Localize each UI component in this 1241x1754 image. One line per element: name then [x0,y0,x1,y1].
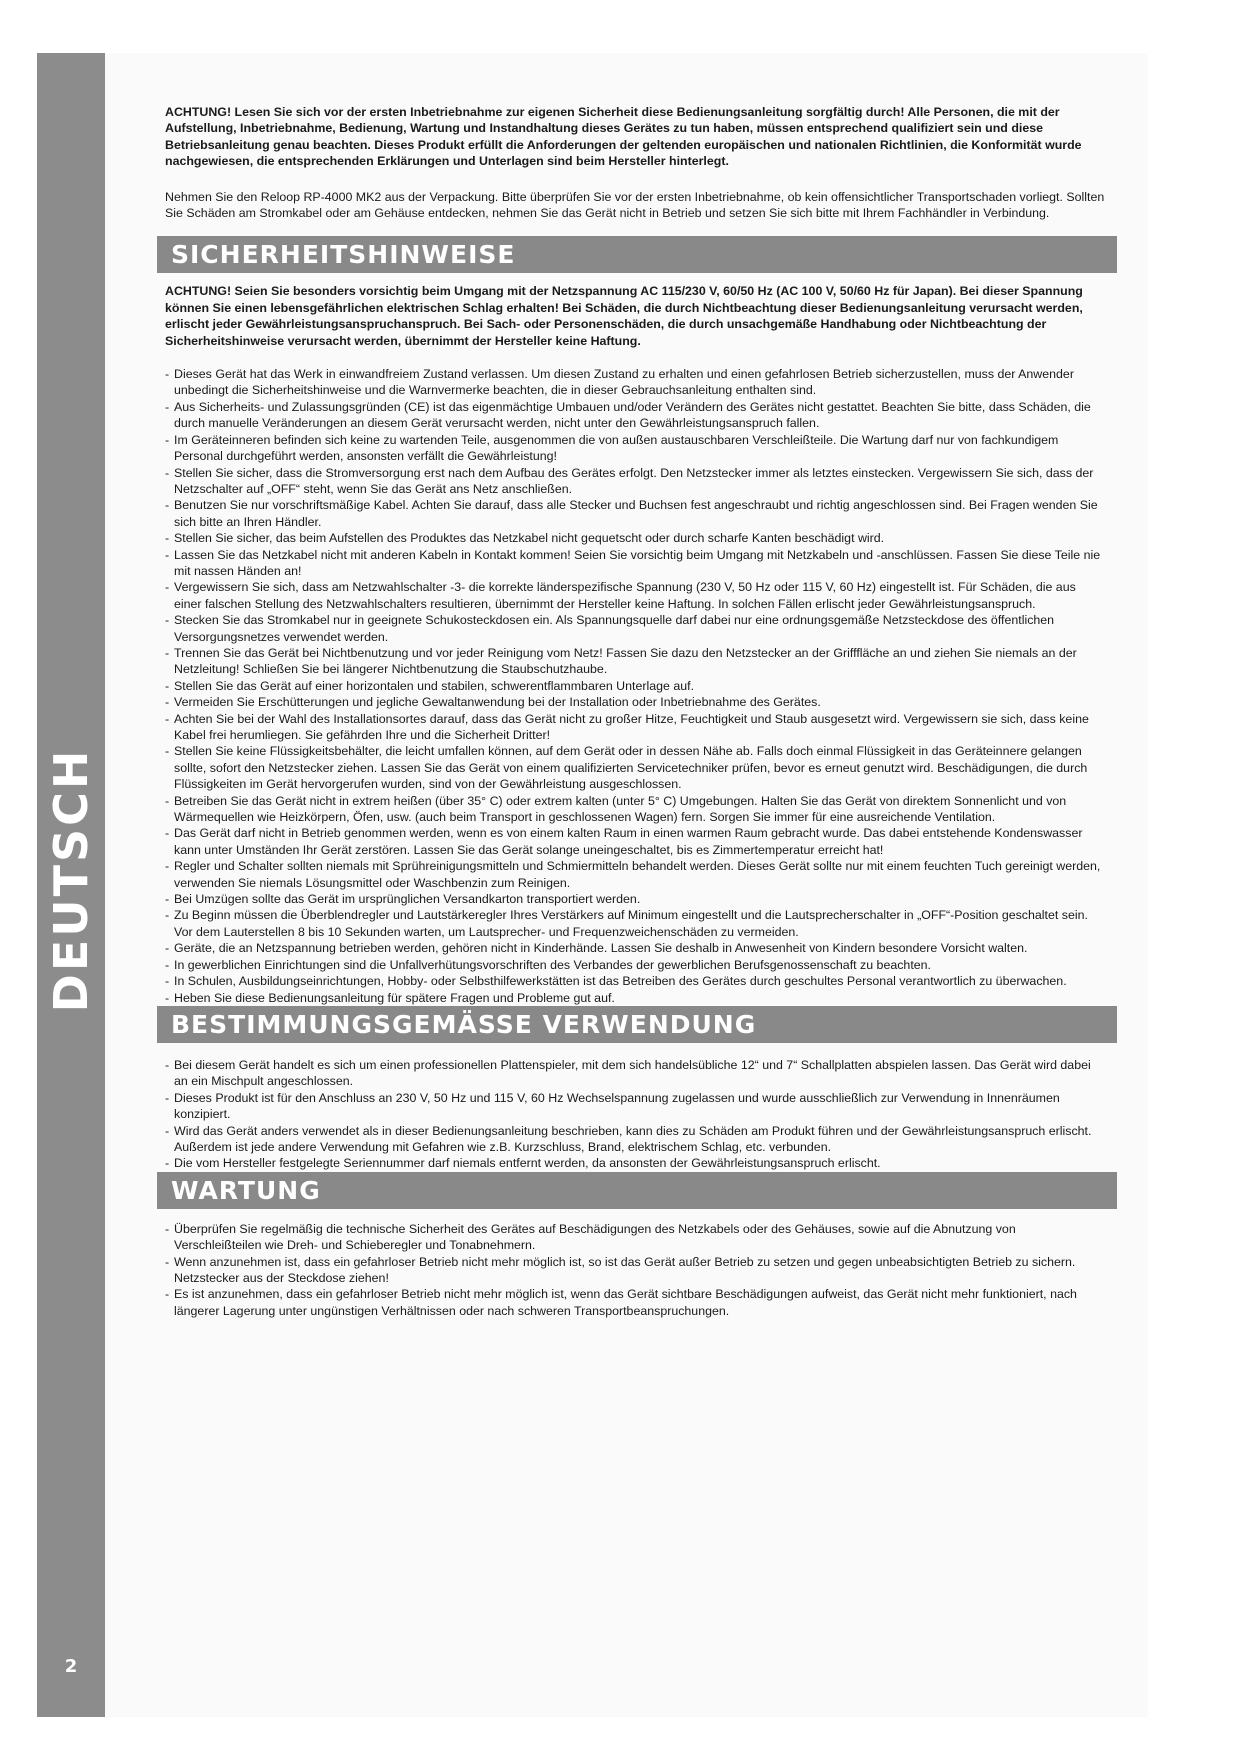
safety-list [165,366,1105,1006]
maintenance-heading: WARTUNG [157,1172,1117,1209]
language-label: DEUTSCH [44,747,98,1013]
list-item: - Das Gerät darf nicht in Betrieb genommen werden, wenn es von einem kalten Raum in einen warmen Raum gebracht wurde. Das dabei entstehende Kondenswasser kann unter Umständen Ihr Gerät zerstören. Lassen Sie das Gerät solange uneingeschaltet, bis es Zimmertemperatur erreicht hat! [165,825,1105,858]
list-item: - Im Geräteinneren befinden sich keine zu wartenden Teile, ausgenommen die von außen austauschbaren Verschleißteile. Die Wartung darf nur von fachkundigem Personal durchgeführt werden, ansonsten verfällt die Gewährleistung! [165,432,1105,465]
list-item: - Stellen Sie das Gerät auf einer horizontalen und stabilen, schwerentflammbaren Unterlage auf. [165,678,1105,694]
list-item: - Betreiben Sie das Gerät nicht in extrem heißen (über 35° C) oder extrem kalten (unter 5° C) Umgebungen. Halten Sie das Gerät von direktem Sonnenlicht und von Wärmequellen wie Heizkörpern, Öfen, usw. (auch beim Transport in geschlossenen Wagen) fern. Sorgen Sie immer für eine ausreichende Ventilation. [165,793,1105,826]
list-item: - Stecken Sie das Stromkabel nur in geeignete Schukosteckdosen ein. Als Spannungsquelle darf dabei nur eine ordnungsgemäße Netzsteckdose des öffentlichen Versorgungsnetzes verwendet werden. [165,612,1105,645]
list-item: - Stellen Sie sicher, das beim Aufstellen des Produktes das Netzkabel nicht gequetscht oder durch scharfe Kanten beschädigt wird. [165,530,1105,546]
list-item: - Heben Sie diese Bedienungsanleitung für spätere Fragen und Probleme gut auf. [165,990,1105,1006]
list-item: - Wenn anzunehmen ist, dass ein gefahrloser Betrieb nicht mehr möglich ist, so ist das Gerät außer Betrieb zu setzen und gegen unbeabsichtigten Betrieb zu sichern. Netzstecker aus der Steckdose ziehen! [165,1254,1105,1287]
usage-list [165,1057,1105,1172]
list-item: - Bei Umzügen sollte das Gerät im ursprünglichen Versandkarton transportiert werden. [165,891,1105,907]
list-item: - Zu Beginn müssen die Überblendregler und Lautstärkeregler Ihres Verstärkers auf Minimum eingestellt und die Lautsprecherschalter in „OFF“-Position geschaltet sein. Vor dem Lauterstellen 8 bis 10 Sekunden warten, um Lautsprecher- und Frequenzweichenschäden zu vermeiden. [165,907,1105,940]
list-item: - Benutzen Sie nur vorschriftsmäßige Kabel. Achten Sie darauf, dass alle Stecker und Buchsen fest angeschraubt und richtig angeschlossen sind. Bei Fragen wenden Sie sich bitte an Ihren Händler. [165,497,1105,530]
list-item: - Stellen Sie keine Flüssigkeitsbehälter, die leicht umfallen können, auf dem Gerät oder in dessen Nähe ab. Falls doch einmal Flüssigkeit in das Geräteinnere gelangen sollte, sofort den Netzstecker ziehen. Lassen Sie das Gerät von einem qualifizierten Servicetechniker prüfen, bevor es erneut genutzt wird. Beschädigungen, die durch Flüssigkeiten im Gerät hervorgerufen wurden, sind von der Gewährleistung ausgeschlossen. [165,743,1105,792]
list-item: - Dieses Gerät hat das Werk in einwandfreiem Zustand verlassen. Um diesen Zustand zu erhalten und einen gefahrlosen Betrieb sicherzustellen, muss der Anwender unbedingt die Sicherheitshinweise und die Warnvermerke beachten, die in dieser Gebrauchsanleitung enthalten sind. [165,366,1105,399]
list-item: - Trennen Sie das Gerät bei Nichtbenutzung und vor jeder Reinigung vom Netz! Fassen Sie dazu den Netzstecker an der Grifffläche an und ziehen Sie niemals an der Netzleitung! Schließen Sie bei längerer Nichtbenutzung die Staubschutzhaube. [165,645,1105,678]
safety-warning: ACHTUNG! Seien Sie besonders vorsichtig beim Umgang mit der Netzspannung AC 115/230 V, 60/50 Hz (AC 100 V, 50/60 Hz für Japan). Bei dieser Spannung können Sie einen lebensgefährlichen elektrischen Schlag erhalten! Bei Schäden, die durch Nichtbeachtung dieser Bedienungsanleitung verursacht werden, erlischt jeder Gewährleistungsanspruchanspruch. Bei Sach- oder Personenschäden, die durch unsachgemäße Handhabung oder Nichtbeachtung der Sicherheitshinweise verursacht werden, übernimmt der Hersteller keine Haftung. [165,284,1083,348]
list-item: - Die vom Hersteller festgelegte Seriennummer darf niemals entfernt werden, da ansonsten der Gewährleistungsanspruch erlischt. [165,1155,1105,1171]
list-item: - Aus Sicherheits- und Zulassungsgründen (CE) ist das eigenmächtige Umbauen und/oder Verändern des Gerätes nicht gestattet. Beachten Sie bitte, dass Schäden, die durch manuelle Veränderungen an diesem Gerät verursacht werden, nicht unter den Gewährleistungsanspruch fallen. [165,399,1105,432]
document-body [165,104,1105,1319]
safety-heading: SICHERHEITSHINWEISE [157,236,1117,273]
list-item: - Bei diesem Gerät handelt es sich um einen professionellen Plattenspieler, mit dem sich handelsübliche 12“ und 7“ Schallplatten abspielen lassen. Das Gerät wird dabei an ein Mischpult angeschlossen. [165,1057,1105,1090]
intro-warning: ACHTUNG! Lesen Sie sich vor der ersten Inbetriebnahme zur eigenen Sicherheit diese Bedienungsanleitung sorgfältig durch! Alle Personen, die mit der Aufstellung, Inbetriebnahme, Bedienung, Wartung und Instandhaltung dieses Gerätes zu tun haben, müssen entsprechend qualifiziert sein und diese Betriebsanleitung genau beachten. Dieses Produkt erfüllt die Anforderungen der geltenden europäischen und nationalen Richtlinien, die Konformität wurde nachgewiesen, die entsprechenden Erklärungen und Unterlagen sind beim Hersteller hinterlegt. [165,105,1082,169]
list-item: - Regler und Schalter sollten niemals mit Sprühreinigungsmitteln und Schmiermitteln behandelt werden. Dieses Gerät sollte nur mit einem feuchten Tuch gereinigt werden, verwenden Sie niemals Lösungsmittel oder Waschbenzin zum Reinigen. [165,858,1105,891]
list-item: - Achten Sie bei der Wahl des Installationsortes darauf, dass das Gerät nicht zu großer Hitze, Feuchtigkeit und Staub ausgesetzt wird. Vergewissern sie sich, dass keine Kabel frei herumliegen. Sie gefährden Ihre und die Sicherheit Dritter! [165,711,1105,744]
maintenance-list [165,1221,1105,1319]
list-item: - Vermeiden Sie Erschütterungen und jegliche Gewaltanwendung bei der Installation oder Inbetriebnahme des Gerätes. [165,694,1105,710]
list-item: - Stellen Sie sicher, dass die Stromversorgung erst nach dem Aufbau des Gerätes erfolgt. Den Netzstecker immer als letztes einstecken. Vergewissern Sie sich, dass der Netzschalter auf „OFF“ steht, wenn Sie das Gerät ans Netz anschließen. [165,465,1105,498]
list-item: - Wird das Gerät anders verwendet als in dieser Bedienungsanleitung beschrieben, kann dies zu Schäden am Produkt führen und der Gewährleistungsanspruch erlischt. Außerdem ist jede andere Verwendung mit Gefahren wie z.B. Kurzschluss, Brand, elektrischem Schlag, etc. verbunden. [165,1123,1105,1156]
list-item: - Es ist anzunehmen, dass ein gefahrloser Betrieb nicht mehr möglich ist, wenn das Gerät sichtbare Beschädigungen aufweist, das Gerät nicht mehr funktioniert, nach längerer Lagerung unter ungünstigen Verhältnissen oder nach schweren Transportbeanspruchungen. [165,1286,1105,1319]
list-item: - Überprüfen Sie regelmäßig die technische Sicherheit des Gerätes auf Beschädigungen des Netzkabels oder des Gehäuses, sowie auf die Abnutzung von Verschleißteilen wie Dreh- und Schieberegler und Tonabnehmern. [165,1221,1105,1254]
intro-paragraph: Nehmen Sie den Reloop RP-4000 MK2 aus der Verpackung. Bitte überprüfen Sie vor der ersten Inbetriebnahme, ob kein offensichtlicher Transportschaden vorliegt. Sollten Sie Schäden am Stromkabel oder am Gehäuse entdecken, nehmen Sie das Gerät nicht in Betrieb und setzen Sie sich bitte mit Ihrem Fachhändler in Verbindung. [165,189,1105,221]
list-item: - In Schulen, Ausbildungseinrichtungen, Hobby- oder Selbsthilfewerkstätten ist das Betreiben des Gerätes durch geschultes Personal verantwortlich zu überwachen. [165,973,1105,989]
list-item: - Vergewissern Sie sich, dass am Netzwahlschalter -3- die korrekte länderspezifische Spannung (230 V, 50 Hz oder 115 V, 60 Hz) eingestellt ist. Für Schäden, die aus einer falschen Stellung des Netzwahlschalters resultieren, übernimmt der Hersteller keine Haftung. In solchen Fällen erlischt jeder Gewährleistungsanspruch. [165,579,1105,612]
list-item: - Dieses Produkt ist für den Anschluss an 230 V, 50 Hz und 115 V, 60 Hz Wechselspannung zugelassen und wurde ausschließlich zur Verwendung in Innenräumen konzipiert. [165,1090,1105,1123]
list-item: - Lassen Sie das Netzkabel nicht mit anderen Kabeln in Kontakt kommen! Seien Sie vorsichtig beim Umgang mit Netzkabeln und -anschlüssen. Fassen Sie diese Teile nie mit nassen Händen an! [165,547,1105,580]
usage-heading: BESTIMMUNGSGEMÄSSE VERWENDUNG [157,1006,1117,1043]
list-item: - In gewerblichen Einrichtungen sind die Unfallverhütungsvorschriften des Verbandes der gewerblichen Berufsgenossenschaft zu beachten. [165,957,1105,973]
page-number: 2 [64,1656,78,1677]
list-item: - Geräte, die an Netzspannung betrieben werden, gehören nicht in Kinderhände. Lassen Sie deshalb in Anwesenheit von Kindern besondere Vorsicht walten. [165,940,1105,956]
